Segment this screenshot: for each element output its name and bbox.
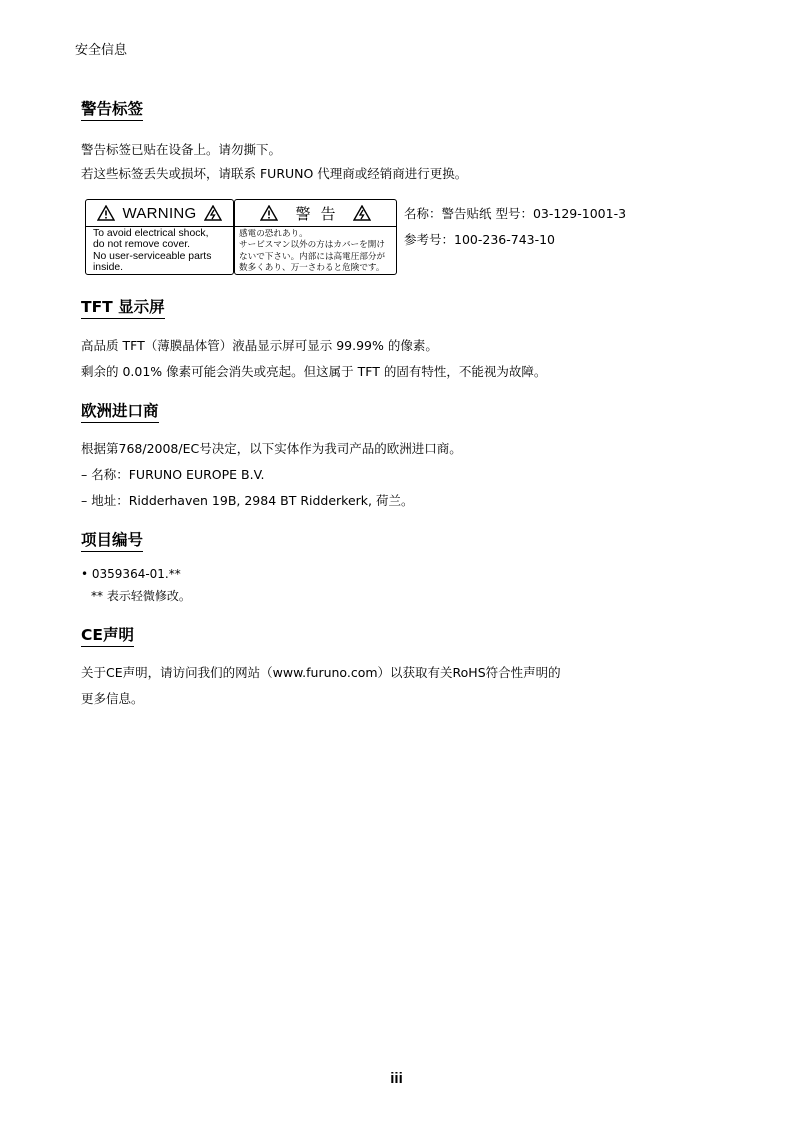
- page-number: iii: [390, 1070, 403, 1087]
- label-name-info: 名称：警告贴纸 型号：03-129-1001-3: [404, 206, 627, 221]
- paragraph-line: 关于CE声明，请访问我们的网站（www.furuno.com）以获取有关RoHS符合性声明的: [81, 665, 561, 680]
- warning-label-text-line: do not remove cover.: [93, 239, 191, 251]
- section-title-eu-importer: 欧洲进口商: [81, 402, 159, 423]
- electric-shock-triangle-icon: [353, 205, 371, 221]
- section-title-tft: TFT 显示屏: [81, 298, 165, 319]
- warning-triangle-icon: [97, 205, 115, 221]
- paragraph-line: 若这些标签丢失或损坏，请联系 FURUNO 代理商或经销商进行更换。: [81, 166, 468, 181]
- warning-label-english: [85, 199, 234, 275]
- paragraph-line: 剩余的 0.01% 像素可能会消失或亮起。但这属于 TFT 的固有特性，不能视为故障。: [81, 364, 547, 379]
- paragraph-line: 更多信息。: [81, 691, 144, 706]
- list-item: • 0359364-01.**: [81, 567, 181, 581]
- warning-label-text-line: inside.: [93, 262, 124, 274]
- warning-label-heading: WARNING: [122, 204, 197, 222]
- paragraph-line: ** 表示轻微修改。: [91, 589, 191, 603]
- paragraph-line: 警告标签已贴在设备上。请勿撕下。: [81, 142, 282, 157]
- page-header: 安全信息: [75, 43, 128, 58]
- warning-label-text-line: 数多くあり、万一さわると危険です。: [239, 262, 385, 273]
- paragraph-line: 根据第768/2008/EC号决定，以下实体作为我司产品的欧洲进口商。: [81, 441, 462, 456]
- warning-triangle-icon: [260, 205, 278, 221]
- electric-shock-triangle-icon: [204, 205, 222, 221]
- warning-label-text-line: サービスマン以外の方はカバーを開け: [239, 239, 385, 250]
- warning-label-text-line: ないで下さい。内部には高電圧部分が: [239, 250, 386, 261]
- warning-label-heading-jp: 警告: [295, 205, 346, 223]
- warning-label-japanese: [234, 199, 397, 275]
- section-title-item-number: 项目编号: [81, 531, 143, 552]
- paragraph-line: 高品质 TFT（薄膜晶体管）液晶显示屏可显示 99.99% 的像素。: [81, 338, 438, 353]
- section-title-warning-label: 警告标签: [81, 100, 143, 121]
- paragraph-line: – 地址：Ridderhaven 19B, 2984 BT Ridderkerk, 荷兰。: [81, 493, 414, 508]
- section-title-ce: CE声明: [81, 626, 134, 647]
- warning-label-text-line: 感電の恐れあり。: [239, 228, 308, 238]
- paragraph-line: – 名称：FURUNO EUROPE B.V.: [81, 467, 265, 482]
- label-reference-info: 参考号：100-236-743-10: [404, 232, 556, 247]
- warning-label-text-line: To avoid electrical shock,: [93, 228, 209, 239]
- warning-label-text-line: No user-serviceable parts: [93, 250, 212, 262]
